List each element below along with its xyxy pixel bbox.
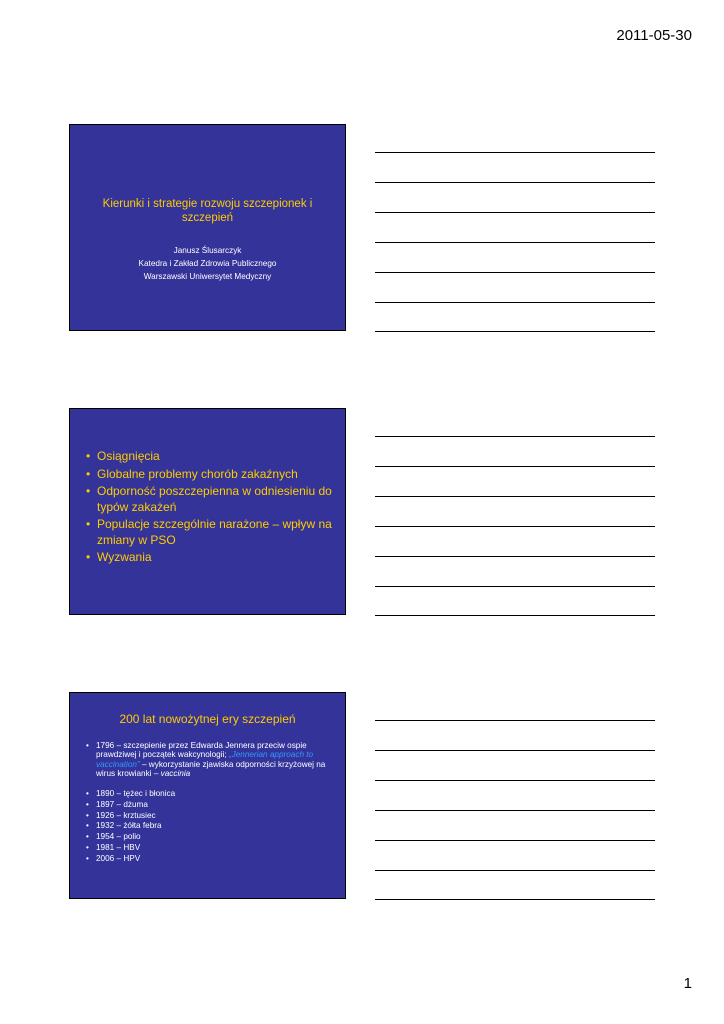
bullet-icon: • bbox=[86, 821, 89, 831]
note-line bbox=[375, 615, 655, 616]
list-item: • Wyzwania bbox=[86, 550, 152, 564]
list-item: • 1932 – żółta febra bbox=[86, 821, 162, 831]
list-item: • Odporność poszczepienna w odniesieniu do typów zakażeń bbox=[86, 484, 332, 514]
bullet-icon: • bbox=[86, 810, 89, 820]
bullet-icon: • bbox=[86, 449, 91, 463]
list-item: • Osiągnięcia bbox=[86, 449, 160, 463]
note-line bbox=[375, 899, 655, 900]
bullet-icon: • bbox=[86, 466, 91, 481]
list-item: • 1981 – HBV bbox=[86, 842, 141, 852]
note-line bbox=[375, 242, 655, 243]
slide-3-title: 200 lat nowożytnej ery szczepień bbox=[119, 712, 296, 726]
bullet-icon: • bbox=[86, 484, 91, 498]
note-line bbox=[375, 750, 655, 751]
note-line bbox=[375, 331, 655, 332]
department-name: Katedra i Zakład Zdrowia Publicznego bbox=[138, 259, 277, 268]
page-number: 1 bbox=[683, 975, 692, 992]
bullet-icon: • bbox=[86, 832, 89, 842]
list-item: • 1897 – dżuma bbox=[86, 799, 148, 809]
print-date: 2011-05-30 bbox=[616, 27, 692, 44]
bullet-icon: • bbox=[86, 799, 89, 809]
slide-2 bbox=[69, 408, 346, 615]
list-item: • Globalne problemy chorób zakaźnych bbox=[86, 466, 298, 481]
note-line bbox=[375, 152, 655, 153]
bullet-icon: • bbox=[86, 842, 89, 852]
bullet-icon: • bbox=[86, 853, 89, 863]
list-item: • 1890 – tężec i błonica bbox=[86, 789, 176, 798]
note-line bbox=[375, 302, 655, 303]
note-line bbox=[375, 870, 655, 871]
note-line bbox=[375, 496, 655, 497]
note-line bbox=[375, 586, 655, 587]
slide-3 bbox=[69, 692, 346, 899]
bullet-icon: • bbox=[86, 789, 89, 798]
note-line bbox=[375, 466, 655, 467]
note-line bbox=[375, 810, 655, 811]
list-item: • 2006 – HPV bbox=[86, 853, 141, 863]
note-line bbox=[375, 212, 655, 213]
note-line bbox=[375, 556, 655, 557]
note-line bbox=[375, 272, 655, 273]
note-line bbox=[375, 436, 655, 437]
note-line bbox=[375, 720, 655, 721]
author-name: Janusz Ślusarczyk bbox=[173, 246, 242, 255]
note-line bbox=[375, 182, 655, 183]
list-item: • 1954 – polio bbox=[86, 832, 141, 842]
university-name: Warszawski Uniwersytet Medyczny bbox=[143, 272, 272, 281]
note-line bbox=[375, 526, 655, 527]
slide-1 bbox=[69, 124, 346, 331]
list-item: • Populacje szczególnie narażone – wpływ na zmiany w PSO bbox=[86, 517, 332, 547]
note-line bbox=[375, 780, 655, 781]
slide-2-bullets bbox=[86, 449, 335, 568]
slide-3-intro bbox=[86, 741, 333, 778]
slide-1-title: Kierunki i strategie rozwoju szczepionek i szczepień bbox=[102, 198, 313, 224]
bullet-icon: • bbox=[86, 741, 89, 750]
bullet-icon: • bbox=[86, 550, 91, 564]
note-line bbox=[375, 840, 655, 841]
list-item: • 1926 – krztusiec bbox=[86, 810, 156, 820]
jennerian-highlight: „Jennerian approach to vaccination” bbox=[96, 750, 314, 769]
bullet-icon: • bbox=[86, 517, 91, 531]
list-item: • 1796 – szczepienie przez Edwarda Jennera przeciw ospie prawdziwej i początek wakcynologii; „Jennerian approach to vaccination” – wykorzystanie zjawiska odporności krzyżowej na wirus krowianki – vaccinia bbox=[86, 741, 326, 778]
slide-3-timeline bbox=[86, 789, 333, 865]
slide-1-subtitle bbox=[80, 244, 335, 283]
